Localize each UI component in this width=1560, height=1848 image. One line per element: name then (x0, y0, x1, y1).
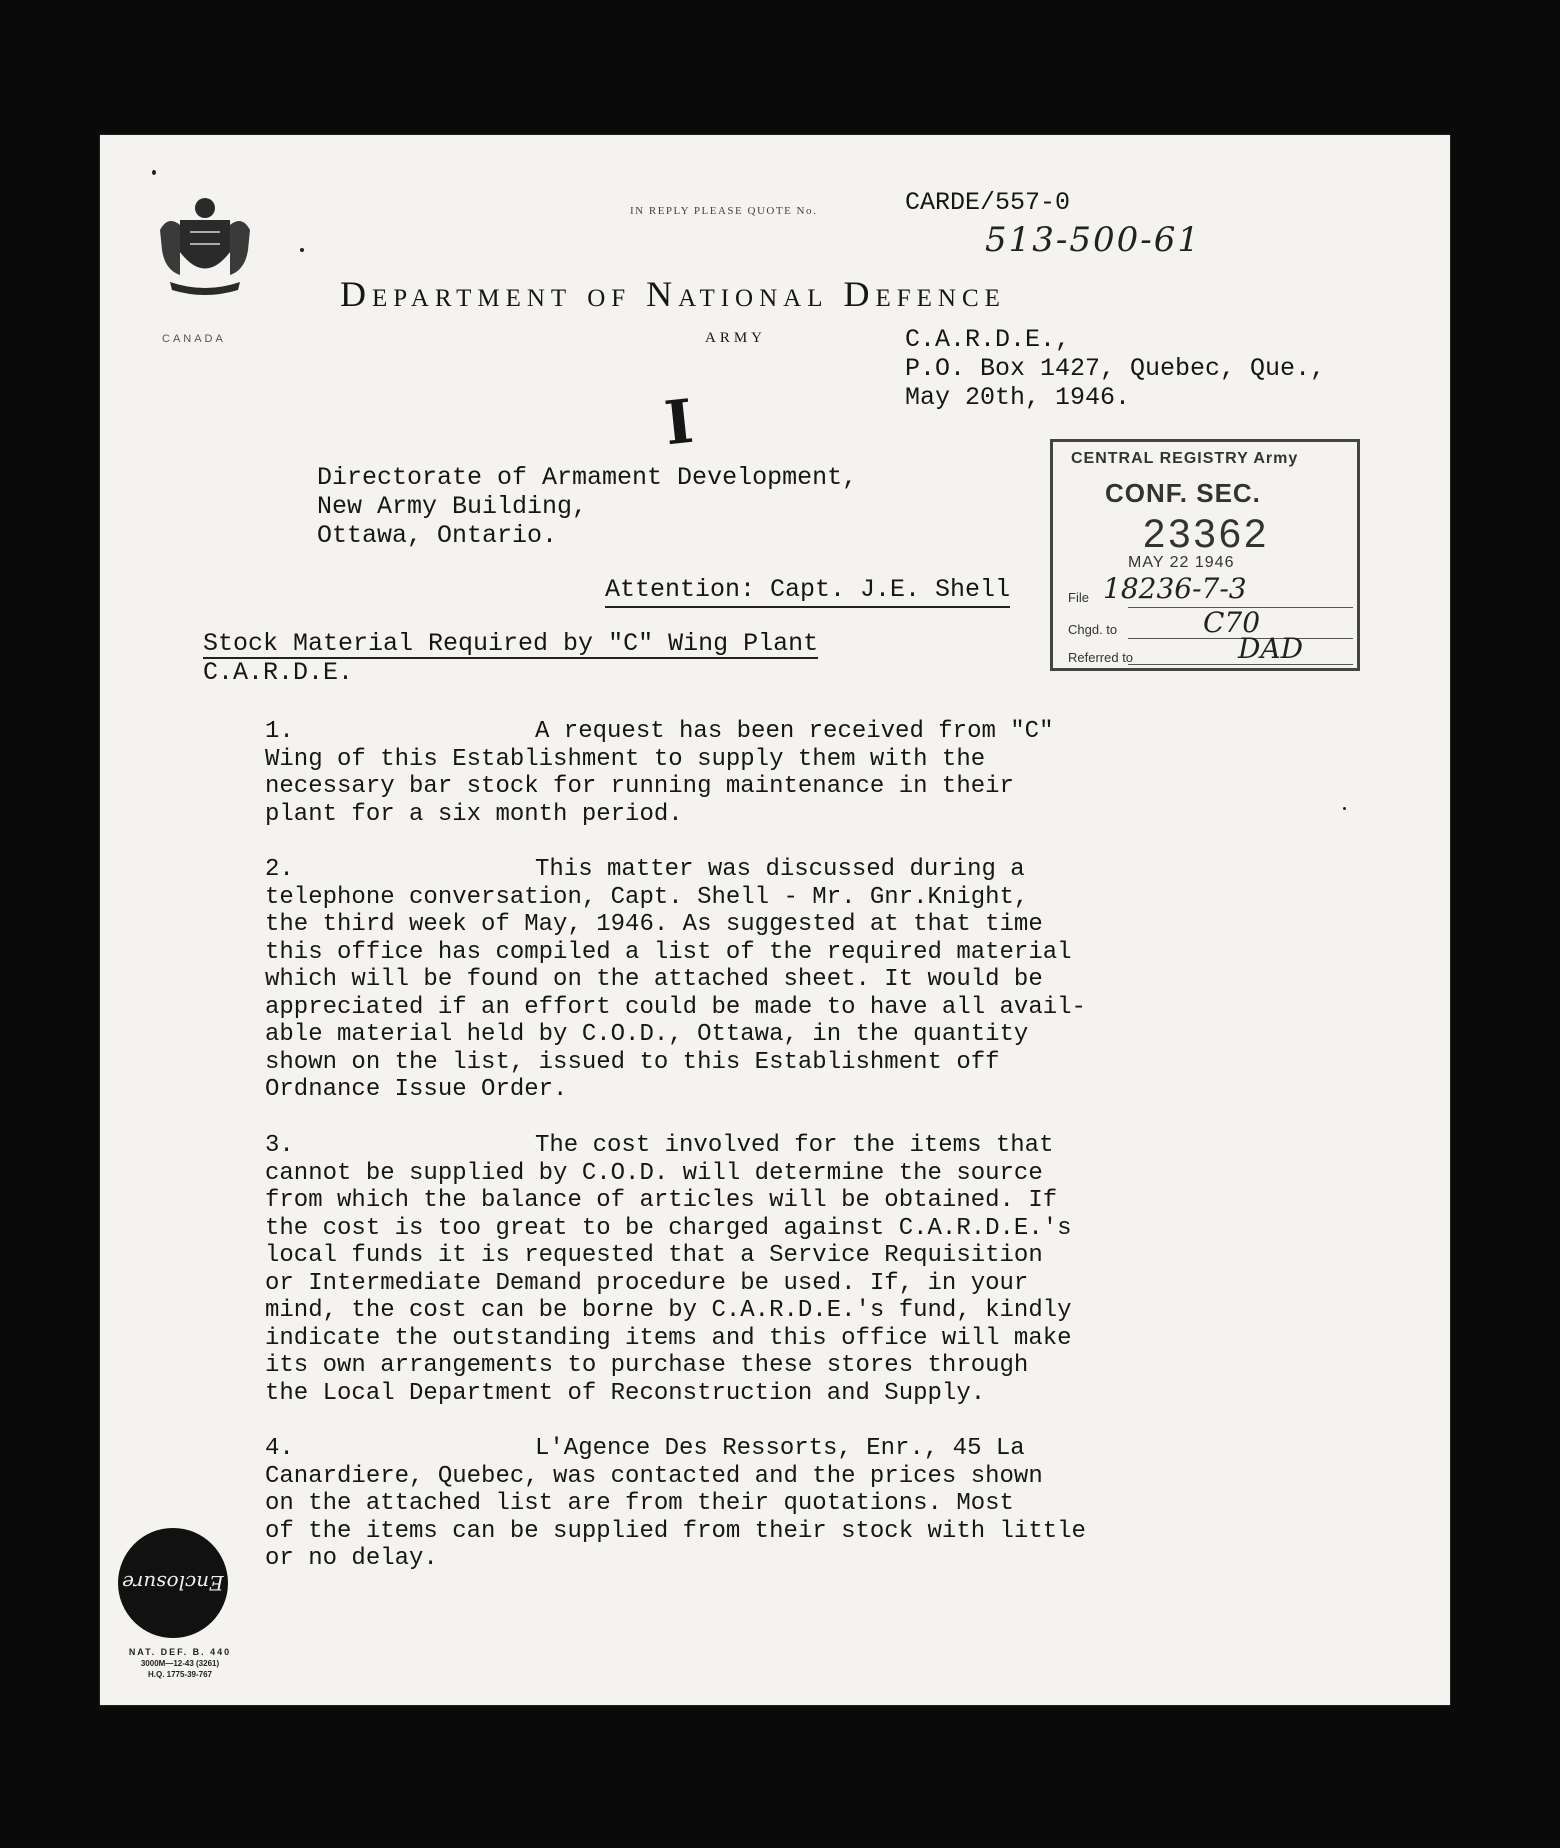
handwritten-mark: I (661, 386, 697, 460)
coat-of-arms-icon (150, 190, 260, 300)
form-code-line: H.Q. 1775-39-767 (147, 1670, 213, 1679)
registry-stamp (1050, 439, 1360, 671)
department-heading: Department of National Defence (340, 274, 1006, 314)
recipient-address (317, 463, 857, 550)
crest-caption: CANADA (162, 333, 226, 345)
letter-sheet (100, 135, 1450, 1705)
stamp-file-label: File (1068, 590, 1089, 605)
paragraph-line: necessary bar stock for running maintenance in their (265, 773, 1014, 800)
sender-address (905, 325, 1325, 412)
stamp-header: CENTRAL REGISTRY Army (1071, 450, 1299, 467)
paragraph-line: Ordnance Issue Order. (265, 1076, 568, 1103)
stamp-date: MAY 22 1946 (1128, 554, 1235, 571)
stamp-charged-handwritten: C70 (1203, 606, 1261, 639)
branch-label: ARMY (705, 330, 767, 346)
form-code-line: NAT. DEF. B. 440 (128, 1647, 232, 1657)
recipient-line: Ottawa, Ontario. (317, 521, 558, 550)
stamp-charged-label: Chgd. to (1068, 622, 1118, 637)
stamp-number: 23362 (1143, 512, 1270, 556)
scan-speck (1343, 807, 1346, 810)
paragraph-line: The cost involved for the items that (535, 1132, 1054, 1159)
paragraph-line: or no delay. (265, 1545, 438, 1572)
paragraph-line: Canardiere, Quebec, was contacted and the prices shown (265, 1462, 1043, 1490)
recipient-line: New Army Building, (317, 492, 588, 521)
paragraph-number: 4. (265, 1435, 294, 1462)
form-code (120, 1647, 240, 1680)
paragraph-line: cannot be supplied by C.O.D. will determine the source (265, 1159, 1043, 1187)
paragraph-line: telephone conversation, Capt. Shell - Mr. Gnr.Knight, (265, 883, 1029, 911)
paragraph-line: the third week of May, 1946. As suggested at that time (265, 911, 1043, 938)
letter-date: May 20th, 1946. (905, 383, 1131, 412)
paragraph-line: which will be found on the attached sheet. It would be (265, 966, 1043, 993)
paragraph-line: from which the balance of articles will be obtained. If (265, 1187, 1058, 1214)
paragraph-2 (265, 856, 1305, 1104)
paragraph-line: shown on the list, issued to this Establishment off (265, 1048, 1000, 1076)
paragraph-line: mind, the cost can be borne by C.A.R.D.E.'s fund, kindly (265, 1297, 1072, 1324)
stamp-referred-handwritten: DAD (1238, 632, 1304, 665)
paragraph-4 (265, 1435, 1305, 1573)
form-code-line: 3000M—12-43 (3261) (140, 1659, 220, 1668)
paragraph-line: L'Agence Des Ressorts, Enr., 45 La (535, 1435, 1025, 1462)
paragraph-line: local funds it is requested that a Service Requisition (265, 1242, 1043, 1269)
paragraph-line: the cost is too great to be charged against C.A.R.D.E.'s (265, 1214, 1072, 1242)
paragraph-line: This matter was discussed during a (535, 856, 1025, 883)
reference-number: CARDE/557-0 (905, 188, 1071, 217)
address-line: C.A.R.D.E., (905, 325, 1071, 354)
address-line: P.O. Box 1427, Quebec, Que., (905, 354, 1326, 383)
paragraph-line: able material held by C.O.D., Ottawa, in the quantity (265, 1021, 1029, 1048)
paragraph-line: plant for a six month period. (265, 800, 683, 828)
subject-subtitle: C.A.R.D.E. (203, 658, 354, 687)
paragraph-line: of the items can be supplied from their stock with little (265, 1517, 1086, 1545)
paragraph-line: the Local Department of Reconstruction and Supply. (265, 1379, 986, 1407)
paragraph-line: indicate the outstanding items and this office will make (265, 1324, 1072, 1352)
paragraph-number: 2. (265, 856, 294, 883)
handwritten-file-number: 513-500-61 (985, 220, 1202, 260)
stamp-classification: CONF. SEC. (1105, 478, 1261, 508)
paragraph-number: 3. (265, 1132, 294, 1159)
paragraph-number: 1. (265, 718, 294, 745)
paragraph-3 (265, 1132, 1305, 1407)
paragraph-line: Wing of this Establishment to supply them with the (265, 745, 986, 773)
paragraph-line: on the attached list are from their quotations. Most (265, 1490, 1014, 1517)
reply-quote-label: IN REPLY PLEASE QUOTE No. (630, 205, 818, 217)
paragraph-line: its own arrangements to purchase these stores through (265, 1352, 1029, 1379)
scan-speck (152, 170, 156, 175)
scan-speck (300, 248, 304, 252)
paragraph-line: A request has been received from "C" (535, 718, 1054, 745)
recipient-line: Directorate of Armament Development, (317, 463, 858, 492)
attention-line: Attention: Capt. J.E. Shell (605, 575, 1010, 608)
subject-title: Stock Material Required by "C" Wing Plant (203, 629, 819, 658)
paragraph-1 (265, 718, 1305, 828)
subject-block (203, 630, 818, 686)
stamp-file-handwritten: 18236-7-3 (1103, 572, 1247, 605)
paragraph-line: or Intermediate Demand procedure be used. If, in your (265, 1269, 1029, 1297)
paragraph-line: appreciated if an effort could be made to have all avail- (265, 993, 1086, 1021)
enclosure-seal (118, 1528, 228, 1638)
stamp-referred-label: Referred to (1068, 650, 1134, 665)
enclosure-seal-text: Enclosure (122, 1571, 224, 1595)
paragraph-line: this office has compiled a list of the required material (265, 938, 1072, 966)
